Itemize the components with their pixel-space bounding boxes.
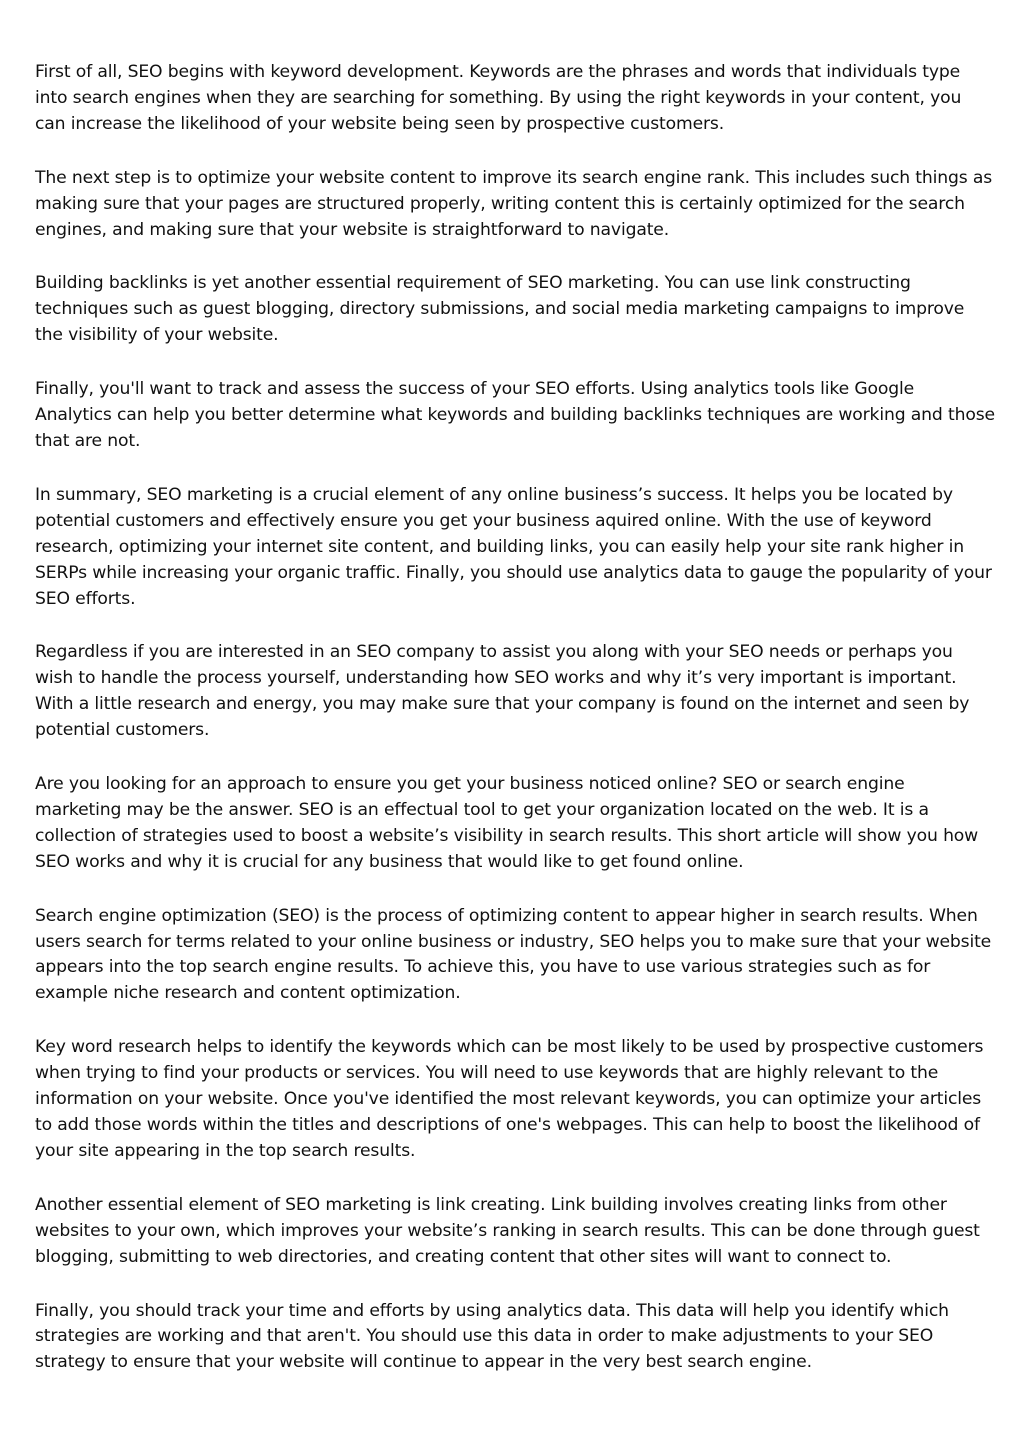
paragraph-track-success: Finally, you'll want to track and assess the success of your SEO efforts. Using analytics tools like Google Analytics can help you better determine what keywords and building backlinks techniques are working and those that are not. [35, 379, 995, 451]
paragraph-seo-company: Regardless if you are interested in an SEO company to assist you along with your SEO needs or perhaps you wish to handle the process yourself, understanding how SEO works and why it’s very important is important. With a little research and energy, you may make sure that your company is found on the internet and seen by potential customers. [35, 642, 970, 741]
paragraph-seo-definition: Search engine optimization (SEO) is the process of optimizing content to appear higher in search results. When users search for terms related to your online business or industry, SEO helps you to make sure that your website appears into the top search engine results. To achieve this, you have to use various strategies such as for example niche research and content optimization. [35, 905, 992, 1004]
paragraph-keyword-development: First of all, SEO begins with keyword development. Keywords are the phrases and words that individuals type into search engines when they are searching for something. By using the right keywords in your content, you can increase the likelihood of your website being seen by prospective customers. [35, 62, 962, 134]
paragraph-keyword-research: Key word research helps to identify the keywords which can be most likely to be used by prospective customers when trying to find your products or services. You will need to use keywords that are highly relevant to the information on your website. Once you've identified the most relevant keywords, you can optimize your articles to add those words within the titles and descriptions of one's webpages. This can help to boost the likelihood of your site appearing in the top search results. [35, 1037, 984, 1161]
paragraph-summary: In summary, SEO marketing is a crucial element of any online business’s success. It helps you be located by potential customers and effectively ensure you get your business aquired online. With the use of keyword research, optimizing your internet site content, and building links, you can easily help your site rank higher in SERPs while increasing your organic traffic. Finally, you should use analytics data to gauge the popularity of your SEO efforts. [35, 484, 992, 609]
paragraph-business-noticed: Are you looking for an approach to ensure you get your business noticed online? SEO or search engine marketing may be the answer. SEO is an effectual tool to get your organization located on the web. It is a collection of strategies used to boost a website’s visibility in search results. This short article will show you how SEO works and why it is crucial for any business that would like to get found online. [35, 774, 979, 872]
paragraph-optimize-content: The next step is to optimize your website content to improve its search engine rank. This includes such things as making sure that your pages are structured properly, writing content this is certainly optimized for the search engines, and making sure that your website is straightforward to navigate. [35, 167, 993, 240]
paragraph-link-creating: Another essential element of SEO marketing is link creating. Link building involves creating links from other websites to your own, which improves your website’s ranking in search results. This can be done through guest blogging, submitting to web directories, and creating content that other sites will want to connect to. [35, 1194, 980, 1267]
document-body [35, 60, 995, 1404]
paragraph-building-backlinks: Building backlinks is yet another essential requirement of SEO marketing. You can use link constructing techniques such as guest blogging, directory submissions, and social media marketing campaigns to improve the visibility of your website. [35, 273, 965, 346]
paragraph-analytics-data: Finally, you should track your time and efforts by using analytics data. This data will help you identify which strategies are working and that aren't. You should use this data in order to make adjustments to your SEO strategy to ensure that your website will continue to appear in the very best search engine. [35, 1300, 949, 1373]
